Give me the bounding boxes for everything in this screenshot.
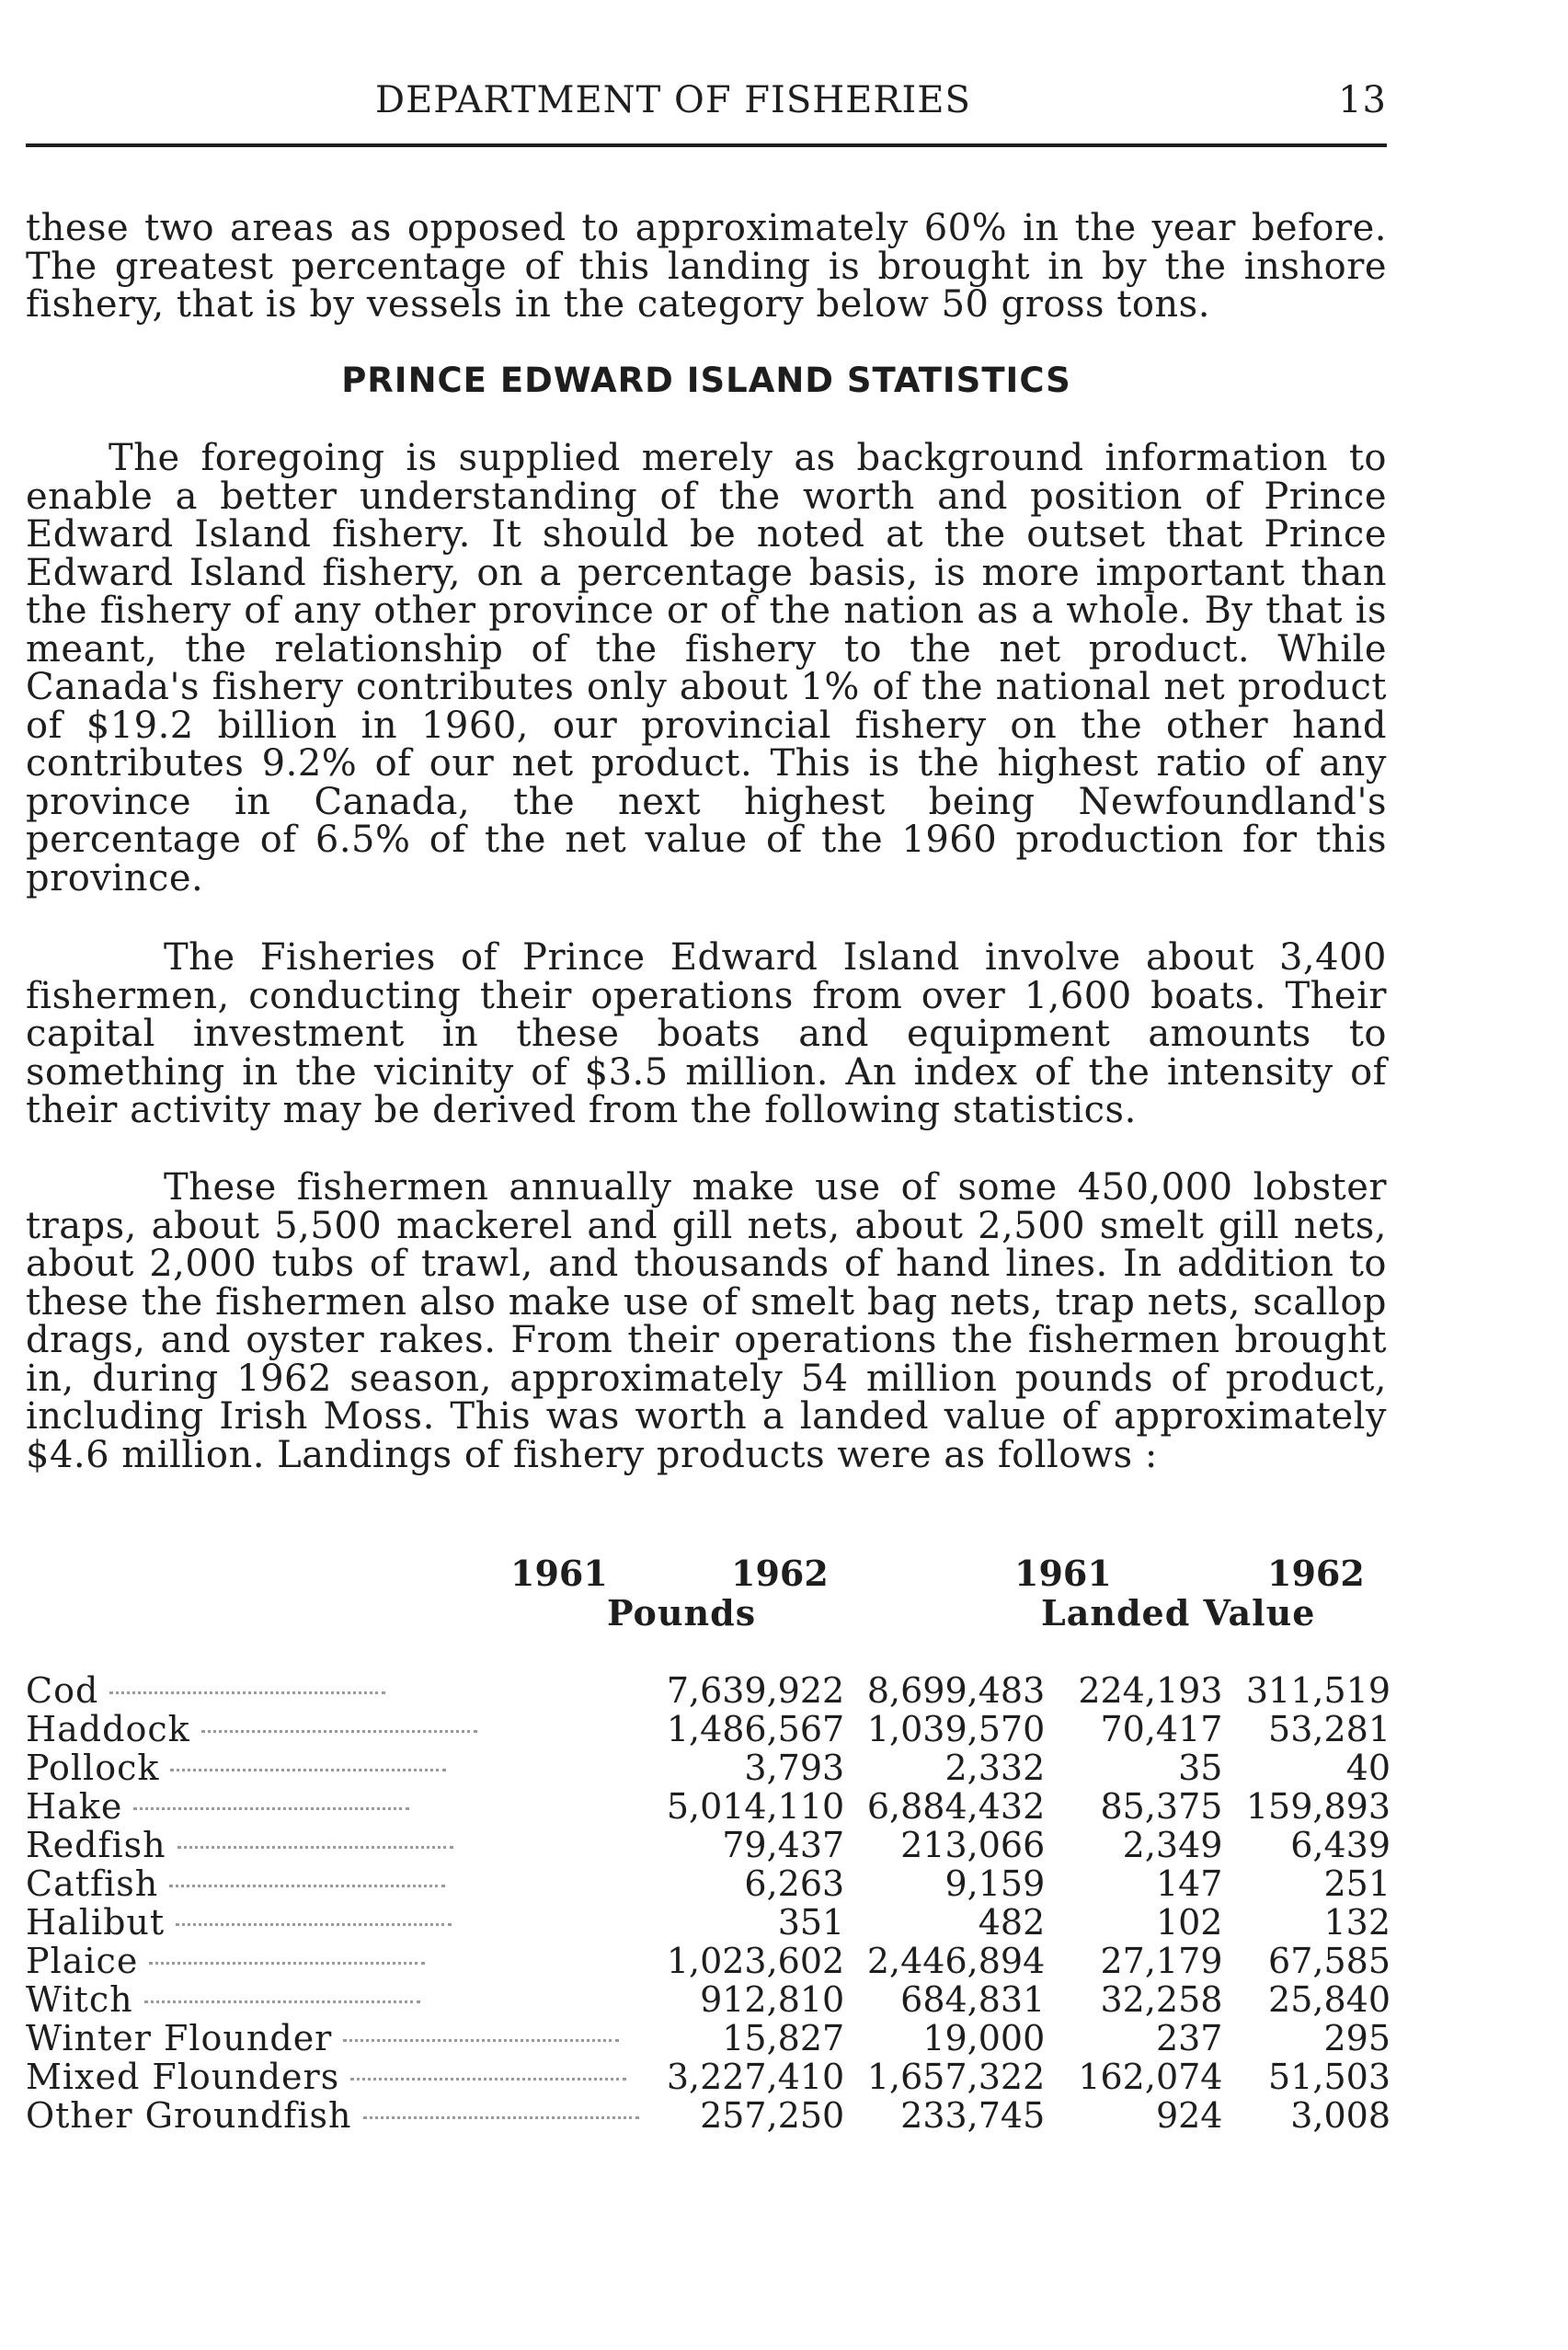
pounds-1962-text: 1,039,570 bbox=[866, 1709, 1046, 1749]
pounds-1962-text: 9,159 bbox=[944, 1863, 1046, 1904]
species-cell bbox=[26, 2019, 639, 2058]
value-1962-text: 3,008 bbox=[1290, 2095, 1391, 2136]
pounds-1961-cell bbox=[639, 2058, 845, 2096]
pounds-1961-cell bbox=[639, 1787, 845, 1826]
pounds-1962-cell bbox=[844, 2019, 1045, 2058]
pounds-1962-cell bbox=[844, 1748, 1045, 1787]
pounds-1962-cell bbox=[844, 1710, 1045, 1748]
table-row bbox=[26, 1942, 1391, 1980]
value-1961-cell bbox=[1045, 1710, 1222, 1748]
value-1961-text: 85,375 bbox=[1100, 1786, 1223, 1827]
value-1961-cell bbox=[1045, 1942, 1222, 1980]
value-1961-text: 147 bbox=[1155, 1863, 1223, 1904]
landings-table bbox=[26, 1671, 1391, 2135]
dot-leader bbox=[144, 2000, 420, 2003]
column-header-1962-value: 1962 bbox=[1267, 1553, 1365, 1594]
pounds-1961-text: 3,793 bbox=[744, 1748, 845, 1788]
dot-leader bbox=[343, 2039, 619, 2042]
value-1961-text: 237 bbox=[1155, 2018, 1223, 2058]
value-1962-text: 159,893 bbox=[1245, 1786, 1391, 1827]
value-1961-cell bbox=[1045, 1748, 1222, 1787]
pounds-1961-cell bbox=[639, 1826, 845, 1864]
pounds-1962-text: 6,884,432 bbox=[866, 1786, 1046, 1827]
species-cell bbox=[26, 1942, 639, 1980]
value-1962-text: 251 bbox=[1323, 1863, 1391, 1904]
pounds-1962-cell bbox=[844, 1671, 1045, 1710]
table-row bbox=[26, 1710, 1391, 1748]
value-1961-text: 32,258 bbox=[1100, 1979, 1223, 2020]
pounds-1961-text: 257,250 bbox=[700, 2095, 845, 2136]
pounds-1962-cell bbox=[844, 1787, 1045, 1826]
pounds-1962-cell bbox=[844, 1903, 1045, 1942]
value-1962-cell bbox=[1222, 2058, 1391, 2096]
species-cell bbox=[26, 2096, 639, 2135]
pounds-1961-text: 3,227,410 bbox=[666, 2057, 845, 2097]
value-1961-text: 70,417 bbox=[1100, 1709, 1223, 1749]
species-cell bbox=[26, 1864, 639, 1903]
dot-leader bbox=[201, 1730, 477, 1733]
table-row bbox=[26, 1903, 1391, 1942]
pounds-1961-cell bbox=[639, 1748, 845, 1787]
value-1961-cell bbox=[1045, 2019, 1222, 2058]
value-1962-cell bbox=[1222, 1903, 1391, 1942]
pounds-1961-text: 5,014,110 bbox=[666, 1786, 845, 1827]
pounds-1962-text: 1,657,322 bbox=[866, 2057, 1046, 2097]
dot-leader bbox=[177, 1846, 453, 1849]
pounds-1961-text: 7,639,922 bbox=[666, 1670, 845, 1711]
species-text: Hake bbox=[26, 1787, 123, 1826]
value-1961-cell bbox=[1045, 1826, 1222, 1864]
species-cell bbox=[26, 1903, 639, 1942]
landings-table-body bbox=[26, 1671, 1391, 2135]
value-1961-cell bbox=[1045, 1671, 1222, 1710]
column-group-pounds: Pounds bbox=[607, 1592, 757, 1634]
dot-leader bbox=[169, 1885, 445, 1887]
pounds-1961-cell bbox=[639, 1864, 845, 1903]
pounds-1961-text: 15,827 bbox=[722, 2018, 845, 2058]
value-1962-text: 25,840 bbox=[1268, 1979, 1391, 2020]
dot-leader bbox=[170, 1769, 446, 1771]
species-text: Mixed Flounders bbox=[26, 2058, 340, 2096]
species-cell bbox=[26, 2058, 639, 2096]
value-1962-text: 51,503 bbox=[1268, 2057, 1391, 2097]
running-header bbox=[26, 79, 1387, 125]
paragraph-fishermen: The Fisheries of Prince Edward Island involve about 3,400 fishermen, conducting their operations from over 1,600 boats. Their capital investment in these boats and equipment amounts to something in the vicinity of $3.5 million. An index of the intensity of their activity may be derived from the following statistics. bbox=[26, 936, 1387, 1131]
column-group-landed-value: Landed Value bbox=[1041, 1592, 1316, 1634]
value-1961-text: 924 bbox=[1155, 2095, 1223, 2136]
value-1962-cell bbox=[1222, 1942, 1391, 1980]
table-row bbox=[26, 2019, 1391, 2058]
value-1962-cell bbox=[1222, 2096, 1391, 2135]
table-row bbox=[26, 1787, 1391, 1826]
table-row bbox=[26, 1826, 1391, 1864]
pounds-1962-cell bbox=[844, 1826, 1045, 1864]
pounds-1961-cell bbox=[639, 1671, 845, 1710]
pounds-1961-cell bbox=[639, 1903, 845, 1942]
table-row bbox=[26, 2096, 1391, 2135]
section-heading: PRINCE EDWARD ISLAND STATISTICS bbox=[341, 361, 1071, 400]
dot-leader bbox=[149, 1962, 425, 1965]
value-1962-text: 132 bbox=[1323, 1902, 1391, 1943]
pounds-1962-text: 2,332 bbox=[944, 1748, 1046, 1788]
pounds-1961-text: 351 bbox=[777, 1902, 845, 1943]
running-header-title: DEPARTMENT OF FISHERIES bbox=[375, 79, 971, 121]
dot-leader bbox=[363, 2116, 639, 2119]
value-1961-cell bbox=[1045, 1903, 1222, 1942]
pounds-1962-text: 684,831 bbox=[900, 1979, 1046, 2020]
species-cell bbox=[26, 1787, 639, 1826]
value-1961-text: 102 bbox=[1155, 1902, 1223, 1943]
dot-leader bbox=[176, 1923, 452, 1926]
value-1962-text: 311,519 bbox=[1245, 1670, 1391, 1711]
pounds-1961-cell bbox=[639, 1980, 845, 2019]
value-1962-text: 53,281 bbox=[1268, 1709, 1391, 1749]
pounds-1961-text: 912,810 bbox=[700, 1979, 845, 2020]
page-number: 13 bbox=[1338, 79, 1387, 121]
pounds-1962-cell bbox=[844, 1980, 1045, 2019]
species-text: Cod bbox=[26, 1671, 99, 1710]
paragraph-background: The foregoing is supplied merely as background information to enable a better understanding of the worth and position of Prince Edward Island fishery. It should be noted at the outset that Prince Edward Island fishery, on a percentage basis, is more important than the fishery of any other province or of the nation as a whole. By that is meant, the relationship of the fishery to the net product. While Canada's fishery contributes only about 1% of the national net product of $19.2 billion in 1960, our provincial fishery on the other hand contributes 9.2% of our net product. This is the highest ratio of any province in Canada, the next highest being Newfoundland's percentage of 6.5% of the net value of the 1960 production for this province. bbox=[26, 437, 1387, 900]
pounds-1961-text: 6,263 bbox=[744, 1863, 845, 1904]
column-header-1961-value: 1961 bbox=[1014, 1553, 1112, 1594]
species-cell bbox=[26, 1671, 639, 1710]
value-1961-cell bbox=[1045, 1980, 1222, 2019]
dot-leader bbox=[109, 1691, 385, 1694]
pounds-1962-text: 8,699,483 bbox=[866, 1670, 1046, 1711]
pounds-1961-cell bbox=[639, 1710, 845, 1748]
value-1961-cell bbox=[1045, 2058, 1222, 2096]
value-1962-cell bbox=[1222, 1826, 1391, 1864]
table-row bbox=[26, 1748, 1391, 1787]
pounds-1961-text: 79,437 bbox=[722, 1825, 845, 1865]
pounds-1962-text: 233,745 bbox=[900, 2095, 1046, 2136]
pounds-1962-cell bbox=[844, 1942, 1045, 1980]
species-text: Haddock bbox=[26, 1710, 190, 1748]
value-1962-cell bbox=[1222, 1748, 1391, 1787]
species-cell bbox=[26, 1748, 639, 1787]
value-1962-text: 40 bbox=[1345, 1748, 1391, 1788]
pounds-1962-text: 482 bbox=[978, 1902, 1046, 1943]
species-text: Catfish bbox=[26, 1864, 159, 1903]
species-text: Plaice bbox=[26, 1942, 139, 1980]
paragraph-gear: These fishermen annually make use of some 450,000 lobster traps, about 5,500 mackerel and gill nets, about 2,500 smelt gill nets, about 2,000 tubs of trawl, and thousands of hand lines. In addition to these the fishermen also make use of smelt bag nets, trap nets, scallop drags, and oyster rakes. From their operations the fishermen brought in, during 1962 season, approximately 54 million pounds of product, including Irish Moss. This was worth a landed value of approximately $4.6 million. Landings of fishery products were as follows : bbox=[26, 1166, 1387, 1476]
pounds-1962-text: 2,446,894 bbox=[866, 1941, 1046, 1981]
species-text: Halibut bbox=[26, 1903, 166, 1942]
value-1962-cell bbox=[1222, 1787, 1391, 1826]
table-row bbox=[26, 2058, 1391, 2096]
value-1961-text: 162,074 bbox=[1078, 2057, 1223, 2097]
table-row bbox=[26, 1671, 1391, 1710]
value-1962-cell bbox=[1222, 1671, 1391, 1710]
value-1961-text: 27,179 bbox=[1100, 1941, 1223, 1981]
species-cell bbox=[26, 1710, 639, 1748]
value-1961-text: 2,349 bbox=[1122, 1825, 1223, 1865]
value-1962-text: 67,585 bbox=[1268, 1941, 1391, 1981]
pounds-1962-text: 213,066 bbox=[900, 1825, 1046, 1865]
table-row bbox=[26, 1864, 1391, 1903]
value-1962-cell bbox=[1222, 1710, 1391, 1748]
paragraph-intro: these two areas as opposed to approximately 60% in the year before. The greatest percentage of this landing is brought in by the inshore fishery, that is by vessels in the category below 50 gross tons. bbox=[26, 207, 1387, 326]
species-text: Witch bbox=[26, 1980, 133, 2019]
species-text: Winter Flounder bbox=[26, 2019, 333, 2058]
pounds-1961-cell bbox=[639, 2096, 845, 2135]
value-1961-cell bbox=[1045, 1864, 1222, 1903]
species-text: Pollock bbox=[26, 1748, 160, 1787]
pounds-1961-text: 1,486,567 bbox=[666, 1709, 845, 1749]
pounds-1961-text: 1,023,602 bbox=[666, 1941, 845, 1981]
value-1962-cell bbox=[1222, 1980, 1391, 2019]
value-1961-text: 224,193 bbox=[1078, 1670, 1223, 1711]
value-1961-cell bbox=[1045, 1787, 1222, 1826]
value-1962-cell bbox=[1222, 1864, 1391, 1903]
value-1961-cell bbox=[1045, 2096, 1222, 2135]
value-1962-cell bbox=[1222, 2019, 1391, 2058]
pounds-1961-cell bbox=[639, 2019, 845, 2058]
pounds-1961-cell bbox=[639, 1942, 845, 1980]
column-header-1961-pounds: 1961 bbox=[510, 1553, 608, 1594]
pounds-1962-cell bbox=[844, 1864, 1045, 1903]
species-cell bbox=[26, 1980, 639, 2019]
pounds-1962-cell bbox=[844, 2096, 1045, 2135]
value-1962-text: 295 bbox=[1323, 2018, 1391, 2058]
species-cell bbox=[26, 1826, 639, 1864]
column-header-1962-pounds: 1962 bbox=[731, 1553, 829, 1594]
pounds-1962-cell bbox=[844, 2058, 1045, 2096]
value-1961-text: 35 bbox=[1178, 1748, 1223, 1788]
dot-leader bbox=[133, 1807, 409, 1810]
header-rule bbox=[26, 143, 1387, 147]
dot-leader bbox=[350, 2078, 626, 2081]
species-text: Redfish bbox=[26, 1826, 166, 1864]
value-1962-text: 6,439 bbox=[1290, 1825, 1391, 1865]
table-row bbox=[26, 1980, 1391, 2019]
pounds-1962-text: 19,000 bbox=[922, 2018, 1046, 2058]
species-text: Other Groundfish bbox=[26, 2096, 352, 2135]
